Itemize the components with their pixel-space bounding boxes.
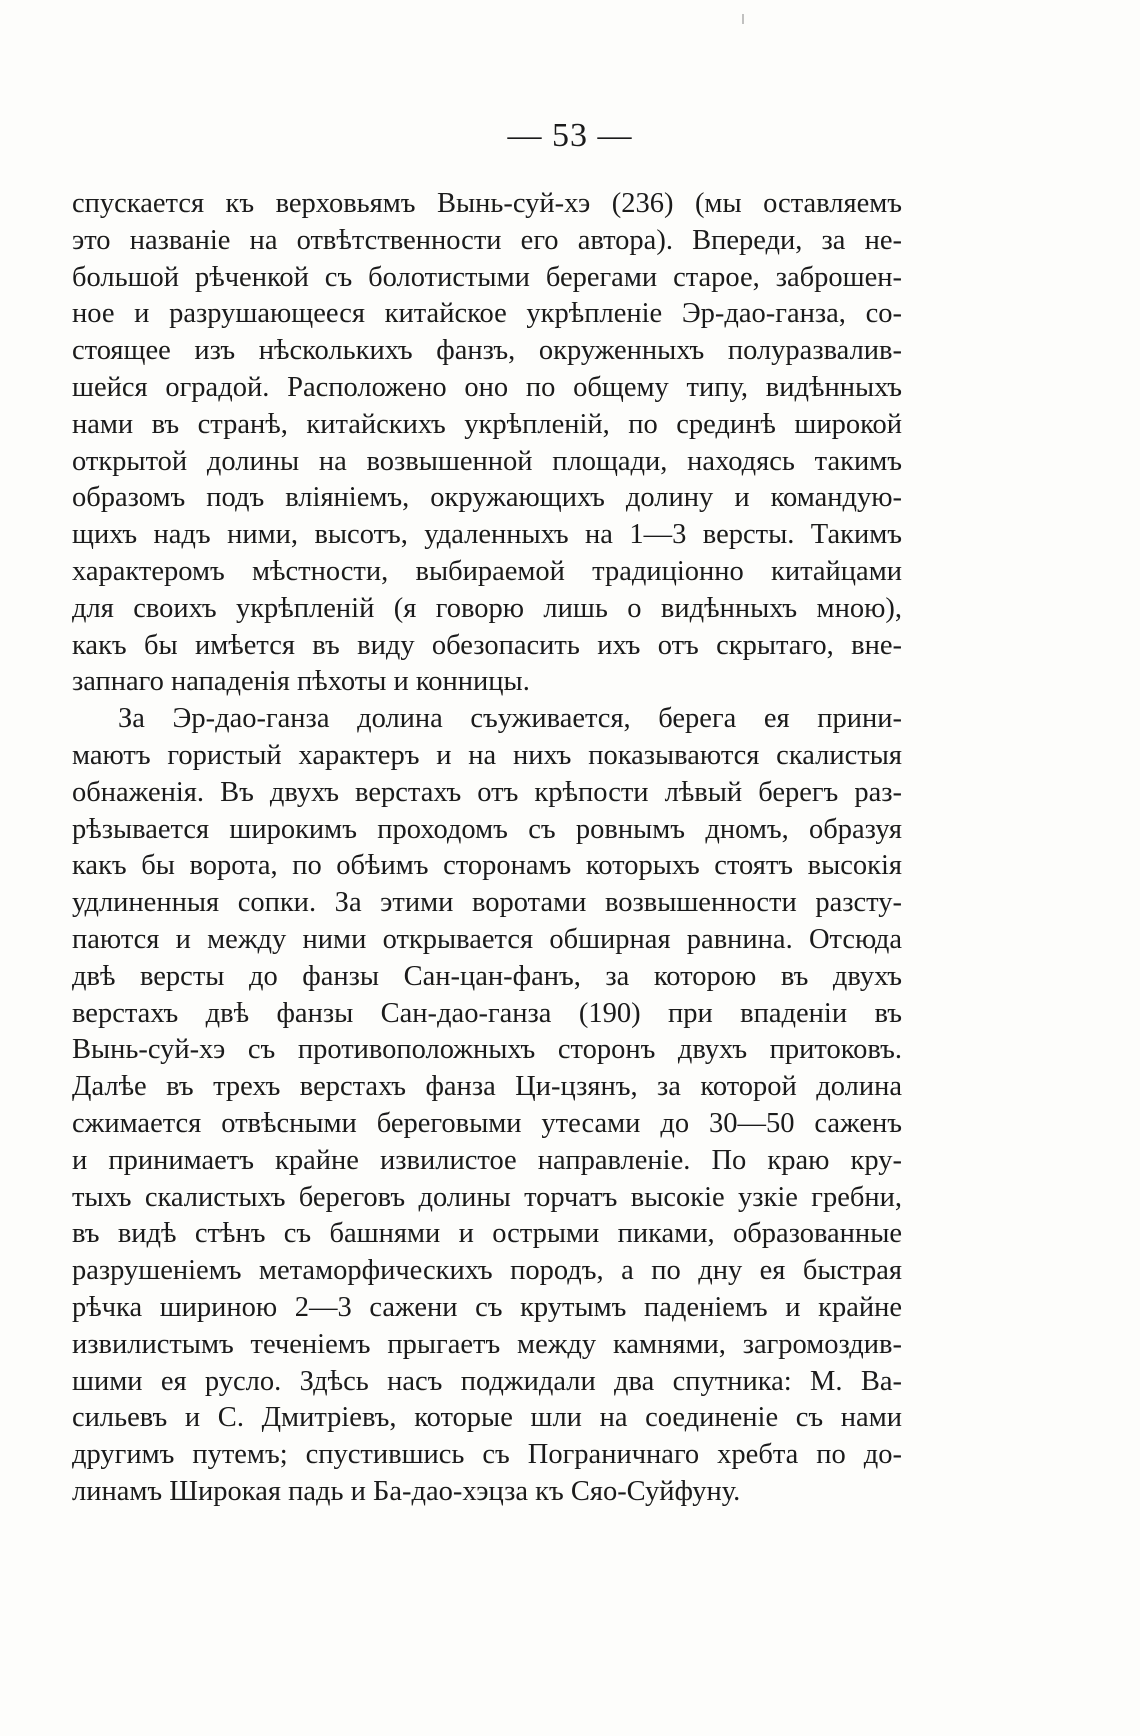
paragraph-1 [72,186,902,701]
text-line: большой рѣченкой съ болотистыми берегами старое, заброшен- [72,261,902,293]
text-line: За Эр-дао-ганза долина съуживается, берега ея прини- [118,703,902,735]
text-line: въ видѣ стѣнъ съ башнями и острыми пиками, образованные [72,1218,902,1250]
body-text [72,186,902,1511]
paragraph-2 [72,701,902,1511]
text-line: сжимается отвѣсными береговыми утесами до 30—50 саженъ [72,1107,902,1139]
page-number: — 53 — [507,117,633,154]
text-line: паются и между ними открывается обширная равнина. Отсюда [72,923,902,955]
text-line: нами въ странѣ, китайскихъ укрѣпленій, по срединѣ широкой [72,408,902,440]
text-line: сильевъ и С. Дмитріевъ, которые шли на соединеніе съ нами [72,1402,902,1434]
text-line: удлиненныя сопки. За этими воротами возвышенности разсту- [72,887,902,919]
text-line: запнаго нападенія пѣхоты и конницы. [72,666,530,698]
text-line: обнаженія. Въ двухъ верстахъ отъ крѣпости лѣвый берегъ раз- [72,776,902,808]
text-line: какъ бы имѣется въ виду обезопасить ихъ отъ скрытаго, вне- [72,629,902,661]
text-line: ное и разрушающееся китайское укрѣпленіе Эр-дао-ганза, со- [72,298,902,330]
text-line: рѣзывается широкимъ проходомъ съ ровнымъ дномъ, образуя [72,813,902,845]
text-line: Вынь-суй-хэ съ противоположныхъ сторонъ двухъ притоковъ. [72,1034,902,1066]
text-line: какъ бы ворота, по обѣимъ сторонамъ которыхъ стоятъ высокія [72,850,902,882]
text-line: другимъ путемъ; спустившись съ Пограничнаго хребта по до- [72,1439,902,1471]
text-line: и принимаетъ крайне извилистое направленіе. По краю кру- [72,1144,902,1176]
text-line: верстахъ двѣ фанзы Сан-дао-ганза (190) при впаденіи въ [72,997,902,1029]
text-line: линамъ Широкая падь и Ба-дао-хэцза къ Сяо-Суйфуну. [72,1475,741,1507]
scan-speck [742,14,744,24]
text-line: это названіе на отвѣтственности его автора). Впереди, за не- [72,224,902,256]
text-line: шими ея русло. Здѣсь насъ поджидали два спутника: М. Ва- [72,1365,902,1397]
text-line: образомъ подъ вліяніемъ, окружающихъ долину и командую- [72,482,902,514]
text-line: для своихъ укрѣпленій (я говорю лишь о видѣнныхъ мною), [72,592,902,624]
text-line: шейся оградой. Расположено оно по общему типу, видѣнныхъ [72,371,902,403]
text-line: двѣ версты до фанзы Сан-цан-фанъ, за которою въ двухъ [72,960,902,992]
text-line: характеромъ мѣстности, выбираемой традиціонно китайцами [72,555,902,587]
text-line: тыхъ скалистыхъ береговъ долины торчатъ высокіе узкіе гребни, [72,1181,902,1213]
text-line: рѣчка шириною 2—3 сажени съ крутымъ паденіемъ и крайне [72,1291,902,1323]
text-line: извилистымъ теченіемъ прыгаетъ между камнями, загромоздив- [72,1328,902,1360]
text-line: щихъ надъ ними, высотъ, удаленныхъ на 1—3 версты. Такимъ [72,519,902,551]
text-line: разрушеніемъ метаморфическихъ породъ, а по дну ея быстрая [72,1255,902,1287]
text-line: Далѣе въ трехъ верстахъ фанза Ци-цзянъ, за которой долина [72,1071,902,1103]
text-line: спускается къ верховьямъ Вынь-суй-хэ (236) (мы оставляемъ [72,188,902,219]
text-line: открытой долины на возвышенной площади, находясь такимъ [72,445,902,477]
text-line: стоящее изъ нѣсколькихъ фанзъ, окруженныхъ полуразвалив- [72,335,902,367]
text-line: маютъ гористый характеръ и на нихъ показываются скалистыя [72,739,902,771]
